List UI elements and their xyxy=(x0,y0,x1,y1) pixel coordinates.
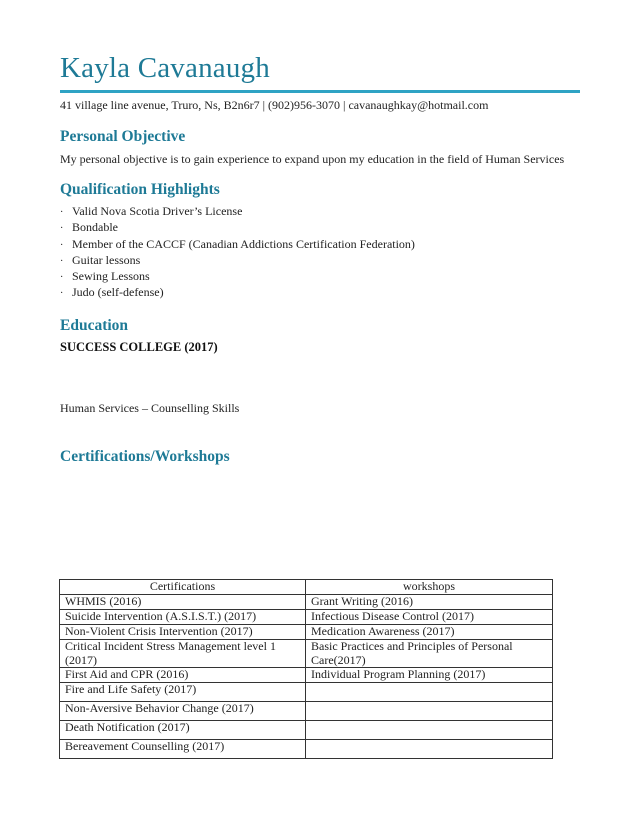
list-item xyxy=(60,252,415,268)
bullet-icon: · xyxy=(60,255,64,267)
table-row xyxy=(60,625,553,640)
bullet-icon: · xyxy=(60,223,64,235)
certification-cell: Critical Incident Stress Management level 1 (2017) xyxy=(60,640,306,668)
workshop-cell: Medication Awareness (2017) xyxy=(306,625,553,640)
table-row xyxy=(60,683,553,702)
certification-cell: Non-Aversive Behavior Change (2017) xyxy=(60,702,306,721)
certification-cell: Bereavement Counselling (2017) xyxy=(60,740,306,759)
workshop-cell: Basic Practices and Principles of Personal Care(2017) xyxy=(306,640,553,668)
list-item xyxy=(60,284,415,300)
certification-cell: Fire and Life Safety (2017) xyxy=(60,683,306,702)
qualification-text: Sewing Lessons xyxy=(72,269,150,284)
education-school: SUCCESS COLLEGE (2017) xyxy=(60,340,218,354)
table-header-row xyxy=(60,580,553,595)
column-header-certifications: Certifications xyxy=(60,580,306,595)
bullet-icon: · xyxy=(60,239,64,251)
qualifications-list xyxy=(60,203,415,301)
workshop-cell: Infectious Disease Control (2017) xyxy=(306,610,553,625)
list-item xyxy=(60,236,415,252)
certifications-table xyxy=(59,579,553,759)
workshop-cell: Grant Writing (2016) xyxy=(306,595,553,610)
table-row xyxy=(60,740,553,759)
certifications-heading: Certifications/Workshops xyxy=(60,448,230,465)
certification-cell: First Aid and CPR (2016) xyxy=(60,668,306,683)
table-row xyxy=(60,610,553,625)
resume-name: Kayla Cavanaugh xyxy=(60,52,270,84)
qualification-text: Judo (self-defense) xyxy=(72,285,164,300)
education-program: Human Services – Counselling Skills xyxy=(60,401,240,415)
header-rule xyxy=(60,90,580,93)
table-row xyxy=(60,702,553,721)
bullet-icon: · xyxy=(60,207,64,218)
qualification-text: Guitar lessons xyxy=(72,252,141,267)
list-item xyxy=(60,203,415,219)
objective-text: My personal objective is to gain experience to expand upon my education in the field of Human Services xyxy=(60,152,565,166)
table-row xyxy=(60,668,553,683)
workshop-cell: Individual Program Planning (2017) xyxy=(306,668,553,683)
bullet-icon: · xyxy=(60,288,64,300)
table-row xyxy=(60,640,553,668)
qualification-text: Bondable xyxy=(72,220,118,235)
list-item xyxy=(60,219,415,235)
column-header-workshops: workshops xyxy=(306,580,553,595)
objective-heading: Personal Objective xyxy=(60,128,186,145)
qualification-text: Member of the CACCF (Canadian Addictions Certification Federation) xyxy=(72,236,415,251)
certification-cell: WHMIS (2016) xyxy=(60,595,306,610)
workshop-cell xyxy=(306,683,553,702)
qualifications-heading: Qualification Highlights xyxy=(60,181,220,198)
bullet-icon: · xyxy=(60,272,64,284)
qualification-text: Valid Nova Scotia Driver’s License xyxy=(72,204,243,218)
certification-cell: Death Notification (2017) xyxy=(60,721,306,740)
table-row xyxy=(60,595,553,610)
workshop-cell xyxy=(306,740,553,759)
table-row xyxy=(60,721,553,740)
certification-cell: Suicide Intervention (A.S.I.S.T.) (2017) xyxy=(60,610,306,625)
list-item xyxy=(60,268,415,284)
certification-cell: Non-Violent Crisis Intervention (2017) xyxy=(60,625,306,640)
workshop-cell xyxy=(306,721,553,740)
contact-line: 41 village line avenue, Truro, Ns, B2n6r7 | (902)956-3070 | cavanaughkay@hotmail.com xyxy=(60,98,489,112)
workshop-cell xyxy=(306,702,553,721)
education-heading: Education xyxy=(60,317,129,334)
